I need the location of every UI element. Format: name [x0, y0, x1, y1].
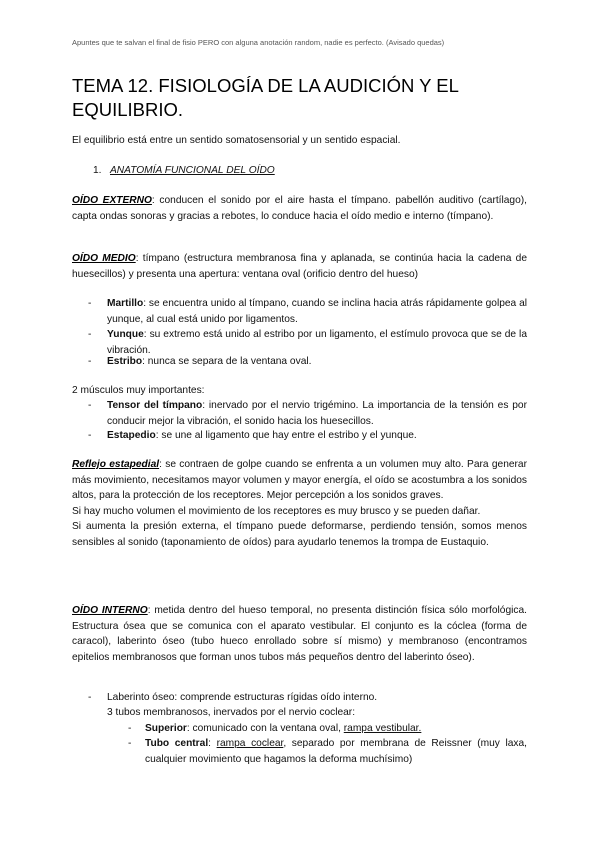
oido-medio-text: : tímpano (estructura membranosa fina y aplanada, se continúa hacia la cadena de huesecillos) y presenta una apertura: ventana oval (orificio dentro del hueso) [72, 253, 527, 280]
list-item [107, 354, 527, 370]
tubo-central-text: , separado por membrana de Reissner (muy laxa, cualquier movimiento que hagamos la deforma muchísimo) [145, 738, 527, 765]
reflejo-line3: Si aumenta la presión externa, el tímpano puede deformarse, perdiendo tensión, somos menos sensibles al sonido (taponamiento de oídos) para ayudarlo tenemos la trompa de Eustaquio. [72, 521, 527, 548]
martillo-text: : se encuentra unido al tímpano, cuando se inclina hacia atrás rápidamente golpea al yunque, al cual está unido por ligamentos. [107, 298, 527, 325]
yunque-term: Yunque [107, 329, 144, 340]
musculos-intro: 2 músculos muy importantes: [72, 385, 205, 396]
reflejo-line2: Si hay mucho volumen el movimiento de los receptores es muy brusco y se pueden dañar. [72, 505, 481, 517]
martillo-term: Martillo [107, 298, 144, 309]
list-dash: - [88, 430, 92, 441]
list-dash: - [88, 400, 92, 411]
page-title: TEMA 12. FISIOLOGÍA DE LA AUDICIÓN Y EL EQUILIBRIO. [72, 75, 459, 120]
reflejo-text: : se contraen de golpe cuando se enfrenta a un volumen muy alto. Para generar más movimiento, necesitamos mayor volumen y mayor energía, el oído se acostumbra a los sonidos altos, para la protección de los receptores. Mejor percepción a los sonidos graves. [72, 459, 527, 501]
tubo-central-term: Tubo central [145, 738, 209, 749]
section-label: ANATOMÍA FUNCIONAL DEL OÍDO [110, 165, 275, 176]
tubos-intro: 3 tubos membranosos, inervados por el nervio coclear: [107, 707, 356, 718]
list-item [145, 721, 527, 737]
list-dash: - [88, 298, 92, 309]
oido-medio-paragraph [72, 251, 527, 282]
estapedio-text: : se une al ligamento que hay entre el estribo y el yunque. [155, 430, 417, 441]
list-dash: - [88, 692, 92, 703]
tensor-term: Tensor del tímpano [107, 400, 203, 411]
tensor-text: : inervado por el nervio trigémino. La importancia de la tensión es por conducir mejor la vibración, el sonido hacia los huesecillos. [107, 400, 527, 427]
yunque-text: : su extremo está unido al estribo por un ligamento, el estímulo provoca que se de la vibración. [107, 329, 527, 356]
oido-externo-paragraph [72, 193, 527, 224]
rampa-coclear: rampa coclear [216, 738, 284, 749]
estapedio-term: Estapedio [107, 430, 156, 441]
reflejo-paragraph [72, 457, 527, 550]
intro-paragraph: El equilibrio está entre un sentido somatosensorial y un sentido espacial. [72, 135, 401, 146]
tubo-central-prefix: : [208, 738, 217, 749]
section-number: 1. [93, 165, 102, 176]
list-dash: - [128, 723, 132, 734]
estribo-term: Estribo [107, 356, 143, 367]
list-item [145, 736, 527, 767]
list-dash: - [88, 356, 92, 367]
reflejo-term: Reflejo estapedial [72, 459, 160, 470]
rampa-vestibular: rampa vestibular. [343, 723, 422, 734]
oido-interno-term: OÍDO INTERNO [72, 605, 148, 616]
oido-externo-term: OÍDO EXTERNO [72, 195, 152, 206]
oido-medio-term: OÍDO MEDIO [72, 253, 136, 264]
section-heading [93, 163, 493, 179]
estribo-text: : nunca se separa de la ventana oval. [142, 356, 312, 367]
list-item [107, 428, 527, 444]
oido-interno-text: : metida dentro del hueso temporal, no presenta distinción física sólo morfológica. Estructura ósea que se comunica con el aparato vestibular. El conjunto es la cóclea (forma de caracol), laberinto óseo (tubo hueco enrollado sobre sí mismo) y membranoso (encontramos epitelios membranosos que forman unos tubos más pequeños dentro del laberinto óseo). [72, 605, 527, 663]
superior-term: Superior [145, 723, 187, 734]
header-note: Apuntes que te salvan el final de fisio PERO con alguna anotación random, nadie es perfecto. (Avisado quedas) [72, 38, 445, 47]
laberinto-label: Laberinto óseo: comprende estructuras rígidas oído interno. [107, 692, 378, 703]
oido-externo-text: : conducen el sonido por el aire hasta el tímpano. pabellón auditivo (cartílago), capta ondas sonoras y gracias a rebotes, lo conduce hacia el oído medio e interno (tímpano). [72, 195, 527, 222]
list-dash: - [128, 738, 132, 749]
list-item [107, 398, 527, 429]
list-item [107, 296, 527, 327]
oido-interno-paragraph [72, 603, 527, 665]
superior-text: : comunicado con la ventana oval, [186, 723, 344, 734]
list-dash: - [88, 329, 92, 340]
